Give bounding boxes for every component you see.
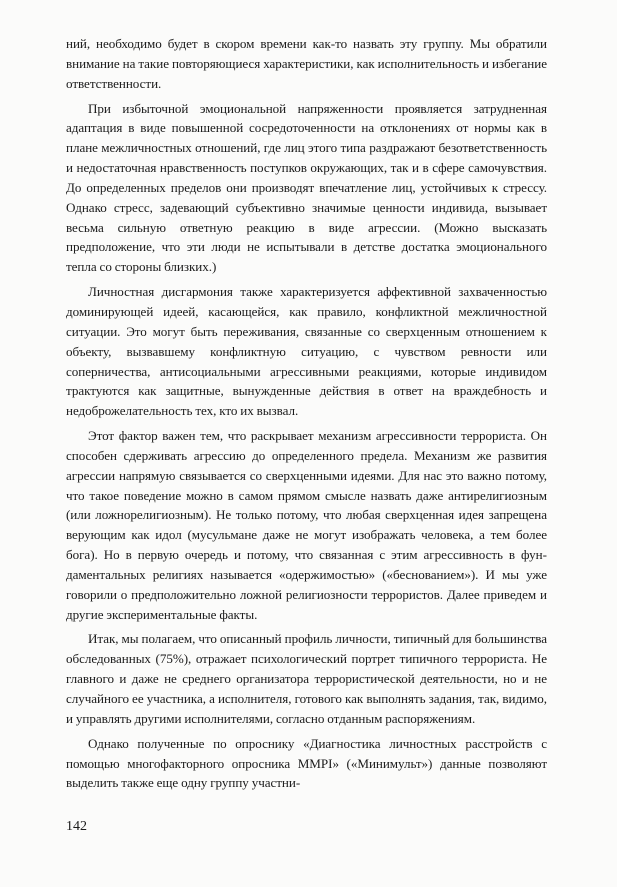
paragraph-emotional-tension: При избыточной эмоциональной напряженности проявляется затрудненная адаптация в виде повышенной сосредоточенности на отклонениях от нормы как в плане межличностных отношений, где лиц этого типа раздражают безответственность и недостаточная нравственность поступков окружающих, так и в сфере самочувствия. До определенных пределов они производят впечатление лиц, устойчивых к стрессу. Однако стресс, задевающий субъективно значимые ценности индивида, вызывает весьма сильную ответную реакцию в виде агрессии. (Можно высказать предположение, что эти люди не испытывали в детстве достатка эмоционального тепла со стороны близких.) [66,100,547,275]
paragraph-aggression-mechanism: Этот фактор важен тем, что раскрывает механизм агрессивности террориста. Он способен сдерживать агрессию до определенного предела. Механизм же развития агрессии напрямую связывается со сверхценными идеями. Для нас это важно потому, что такое поведение можно в самом прямом смысле назвать даже антирелигиозным (или ложнорелигиозным). Не только потому, что любая сверхценная идея запрещена верующим как идол (мусульмане даже не могут изображать человека, а тем более бога). Но в первую очередь и потому, что связанная с этим агрессивность в фундаментальных религиях называется «одержимостью» («беснованием»). И мы уже говорили о предположительно ложной религиозности террористов. Далее приведем и другие экспериментальные факты. [66,428,547,622]
paragraph-personality-disharmony: Личностная дисгармония также характеризуется аффективной захваченностью доминирующей идеей, касающейся, как правило, конфликтной межличностной ситуации. Это могут быть переживания, связанные со сверхценным отношением к объекту, вызвавшему конфликтную ситуацию, с чувством ревности или соперничества, антисоциальными агрессивными реакциями, которые индивидом трактуются как защитные, вынужденные действия в ответ на враждебность и недоброжелательность тех, кто их вызвал. [66,284,547,419]
page-number: 142 [66,819,87,834]
paragraph-continuation: ний, необходимо будет в скором времени как-то назвать эту группу. Мы обратили внимание на такие повторяющиеся характеристики, как исполнительность и избегание ответственности. [66,36,547,91]
paragraph-mmpi-data: Однако полученные по опроснику «Диагностика личностных расстройств с помощью многофакторного опросника MMPI» («Минимульт») данные позволяют выделить также еще одну группу участни- [66,735,547,791]
paragraph-terrorist-profile: Итак, мы полагаем, что описанный профиль личности, типичный для большинства обследованных (75%), отражает психологический портрет типичного террориста. Не главного и даже не среднего организатора террористической деятельности, но и не случайного ее участника, а исполнителя, готового как выполнять задания, так, видимо, и управлять другими исполнителями, согласно отданным распоряжениям. [66,631,547,726]
body-text [66,34,547,793]
